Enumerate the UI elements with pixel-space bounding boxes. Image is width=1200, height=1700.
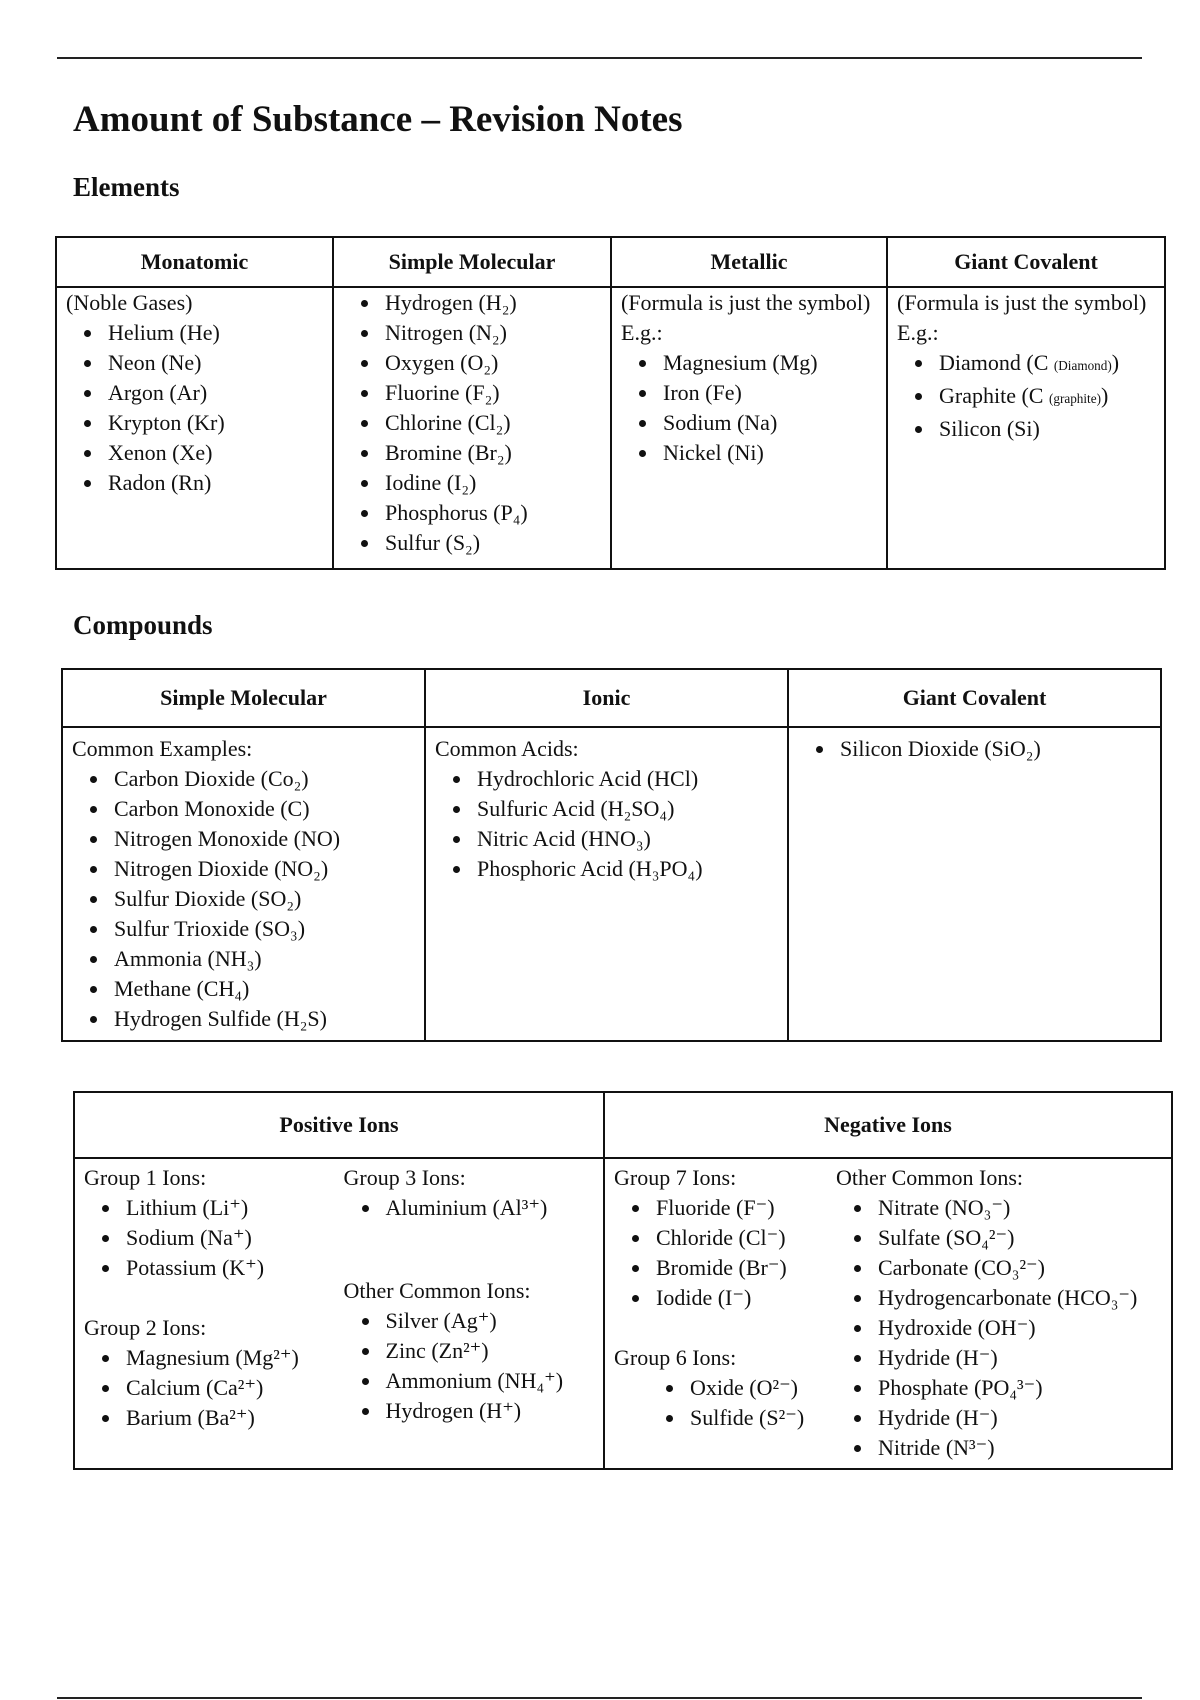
list-item: • Neon (Ne)	[104, 348, 324, 378]
item-end: )	[1100, 383, 1109, 408]
list-item	[935, 414, 1156, 447]
elements-header-row	[56, 237, 1165, 287]
ionic-list	[435, 764, 779, 884]
other-negative-heading: Other Common Ions:	[836, 1165, 1023, 1190]
list-item	[935, 381, 1156, 414]
monatomic-cell	[56, 287, 333, 569]
cell-intro: Common Examples:	[72, 736, 253, 761]
metallic-cell	[611, 287, 887, 569]
list-item: • Nitrate (NO₃⁻)	[874, 1193, 1171, 1223]
item-text: Silicon (Si)	[939, 416, 1040, 441]
list-item: • Ammonia (NH₃)	[110, 944, 416, 974]
list-item: • Iodide (I⁻)	[652, 1283, 836, 1313]
item-text: Diamond (C	[939, 350, 1054, 375]
metallic-header: Metallic	[611, 237, 887, 287]
group-6-heading: Group 6 Ions:	[614, 1345, 737, 1370]
list-item: • Carbonate (CO₃²⁻)	[874, 1253, 1171, 1283]
top-rule	[57, 57, 1142, 59]
list-item: • Potassium (K⁺)	[122, 1253, 344, 1283]
list-item: • Aluminium (Al³⁺)	[382, 1193, 604, 1223]
list-item: • Xenon (Xe)	[104, 438, 324, 468]
list-item: • Sodium (Na)	[659, 408, 878, 438]
simple-molecular-cell	[333, 287, 611, 569]
list-item: • Calcium (Ca²⁺)	[122, 1373, 344, 1403]
spacer	[614, 1313, 836, 1343]
cell-intro: (Formula is just the symbol) E.g.:	[621, 290, 871, 345]
simple-molecular-header: Simple Molecular	[62, 669, 425, 727]
group-6-list	[614, 1373, 836, 1433]
monatomic-header: Monatomic	[56, 237, 333, 287]
group-3-other-column	[344, 1163, 604, 1433]
group-7-6-column	[614, 1163, 836, 1463]
list-item: • Radon (Rn)	[104, 468, 324, 498]
item-text: Graphite (C	[939, 383, 1049, 408]
list-item: • Lithium (Li⁺)	[122, 1193, 344, 1223]
list-item: • Phosphoric Acid (H₃PO₄)	[473, 854, 779, 884]
list-item: • Ammonium (NH₄⁺)	[382, 1366, 604, 1396]
group-3-heading: Group 3 Ions:	[343, 1165, 466, 1190]
giant-covalent-cell	[887, 287, 1165, 569]
negative-ion-columns	[614, 1163, 1171, 1463]
list-item: • Nitrogen Dioxide (NO₂)	[110, 854, 416, 884]
list-item: • Nickel (Ni)	[659, 438, 878, 468]
list-item: • Argon (Ar)	[104, 378, 324, 408]
simple-molecular-cell	[62, 727, 425, 1041]
cell-intro: (Formula is just the symbol) E.g.:	[897, 290, 1147, 345]
list-item: • Fluoride (F⁻)	[652, 1193, 836, 1223]
list-item: • Magnesium (Mg)	[659, 348, 878, 378]
list-item: • Zinc (Zn²⁺)	[382, 1336, 604, 1366]
list-item: • Hydrogen (H₂)	[381, 288, 602, 318]
list-item: • Carbon Dioxide (Co₂)	[110, 764, 416, 794]
list-item	[935, 348, 1156, 381]
group-1-list	[84, 1193, 344, 1283]
negative-ions-header: Negative Ions	[604, 1092, 1172, 1158]
cell-intro: (Noble Gases)	[66, 290, 193, 315]
other-negative-column	[836, 1163, 1171, 1463]
list-item: • Oxygen (O₂)	[381, 348, 602, 378]
list-item: • Sulfur Dioxide (SO₂)	[110, 884, 416, 914]
list-item: • Phosphate (PO₄³⁻)	[874, 1373, 1171, 1403]
simple-molecular-list	[343, 288, 602, 558]
group-1-2-column	[84, 1163, 344, 1433]
list-item: • Iron (Fe)	[659, 378, 878, 408]
compounds-table	[61, 668, 1162, 1042]
list-item: • Fluorine (F₂)	[381, 378, 602, 408]
list-item: • Magnesium (Mg²⁺)	[122, 1343, 344, 1373]
list-item: • Nitric Acid (HNO₃)	[473, 824, 779, 854]
list-item: • Hydrochloric Acid (HCl)	[473, 764, 779, 794]
list-item: • Sulfur (S₂)	[381, 528, 602, 558]
list-item: • Sodium (Na⁺)	[122, 1223, 344, 1253]
list-item: • Silver (Ag⁺)	[382, 1306, 604, 1336]
ionic-header: Ionic	[425, 669, 788, 727]
compounds-heading: Compounds	[73, 610, 213, 640]
group-2-heading: Group 2 Ions:	[84, 1315, 207, 1340]
list-item: • Hydride (H⁻)	[874, 1403, 1171, 1433]
list-item: • Sulfur Trioxide (SO₃)	[110, 914, 416, 944]
list-item: • Hydrogencarbonate (HCO₃⁻)	[874, 1283, 1171, 1313]
elements-heading: Elements	[73, 172, 180, 202]
giant-covalent-cell	[788, 727, 1161, 1041]
giant-covalent-header: Giant Covalent	[887, 237, 1165, 287]
list-item: • Phosphorus (P₄)	[381, 498, 602, 528]
page-title: Amount of Substance – Revision Notes	[73, 99, 683, 140]
list-item: • Krypton (Kr)	[104, 408, 324, 438]
list-item: • Sulfuric Acid (H₂SO₄)	[473, 794, 779, 824]
bottom-rule	[57, 1697, 1142, 1699]
list-item: • Barium (Ba²⁺)	[122, 1403, 344, 1433]
list-item: • Hydrogen (H⁺)	[382, 1396, 604, 1426]
simple-molecular-list	[72, 764, 416, 1034]
metallic-list	[621, 348, 878, 468]
giant-covalent-header: Giant Covalent	[788, 669, 1161, 727]
positive-ions-header: Positive Ions	[74, 1092, 604, 1158]
ions-body-row	[74, 1158, 1172, 1469]
other-positive-heading: Other Common Ions:	[343, 1278, 531, 1303]
list-item: • Helium (He)	[104, 318, 324, 348]
item-end: )	[1111, 350, 1120, 375]
group-1-heading: Group 1 Ions:	[84, 1165, 207, 1190]
monatomic-list	[66, 318, 324, 498]
list-item: • Chloride (Cl⁻)	[652, 1223, 836, 1253]
other-negative-list	[836, 1193, 1171, 1463]
allotrope-note: (graphite)	[1048, 391, 1101, 406]
group-6-indent	[614, 1373, 836, 1433]
list-item: • Sulfate (SO₄²⁻)	[874, 1223, 1171, 1253]
list-item: • Carbon Monoxide (C)	[110, 794, 416, 824]
other-positive-list	[344, 1306, 604, 1426]
giant-covalent-list	[798, 734, 1152, 764]
compounds-body-row	[62, 727, 1161, 1041]
spacer	[344, 1223, 604, 1276]
ionic-cell	[425, 727, 788, 1041]
group-7-heading: Group 7 Ions:	[614, 1165, 737, 1190]
list-item: • Sulfide (S²⁻)	[686, 1403, 836, 1433]
group-3-list	[344, 1193, 604, 1223]
spacer	[84, 1283, 344, 1313]
ions-table	[73, 1091, 1173, 1470]
list-item: • Hydrogen Sulfide (H₂S)	[110, 1004, 416, 1034]
allotrope-note: (Diamond)	[1053, 358, 1112, 373]
list-item: • Methane (CH₄)	[110, 974, 416, 1004]
elements-body-row	[56, 287, 1165, 569]
positive-ions-cell	[74, 1158, 604, 1469]
group-2-list	[84, 1343, 344, 1433]
list-item: • Chlorine (Cl₂)	[381, 408, 602, 438]
ions-header-row	[74, 1092, 1172, 1158]
group-7-list	[614, 1193, 836, 1313]
positive-ion-columns	[84, 1163, 603, 1433]
cell-intro: Common Acids:	[435, 736, 579, 761]
compounds-header-row	[62, 669, 1161, 727]
list-item: • Bromine (Br₂)	[381, 438, 602, 468]
list-item: • Nitrogen (N₂)	[381, 318, 602, 348]
list-item: • Nitride (N³⁻)	[874, 1433, 1171, 1463]
simple-molecular-header: Simple Molecular	[333, 237, 611, 287]
list-item: • Nitrogen Monoxide (NO)	[110, 824, 416, 854]
list-item: • Silicon Dioxide (SiO₂)	[836, 734, 1152, 764]
list-item: • Hydroxide (OH⁻)	[874, 1313, 1171, 1343]
elements-table	[55, 236, 1166, 570]
negative-ions-cell	[604, 1158, 1172, 1469]
giant-covalent-list	[897, 348, 1156, 447]
list-item: • Bromide (Br⁻)	[652, 1253, 836, 1283]
list-item: • Oxide (O²⁻)	[686, 1373, 836, 1403]
list-item: • Hydride (H⁻)	[874, 1343, 1171, 1373]
list-item: • Iodine (I₂)	[381, 468, 602, 498]
